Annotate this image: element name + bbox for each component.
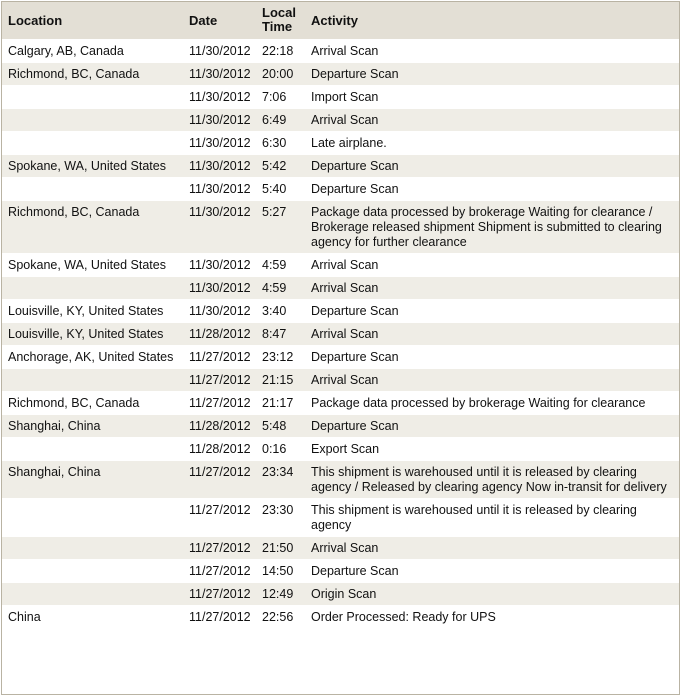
table-row [2,536,679,559]
cell-location: Richmond, BC, Canada [2,200,187,253]
cell-activity: Late airplane. [305,131,679,154]
cell-date: 11/30/2012 [187,253,260,276]
cell-date: 11/27/2012 [187,605,260,628]
cell-time: 21:15 [260,368,305,391]
cell-time: 4:59 [260,253,305,276]
cell-date: 11/30/2012 [187,39,260,62]
cell-time: 21:50 [260,536,305,559]
table-row [2,39,679,62]
cell-activity: Package data processed by brokerage Waiting for clearance / Brokerage released shipment Shipment is submitted to clearing agency for further clearance [305,200,679,253]
table-row [2,299,679,322]
cell-location: Richmond, BC, Canada [2,391,187,414]
cell-date: 11/27/2012 [187,391,260,414]
cell-activity: Departure Scan [305,177,679,200]
table-row [2,460,679,498]
cell-time: 21:17 [260,391,305,414]
cell-activity: Departure Scan [305,414,679,437]
column-header-date: Date [187,2,260,39]
table-row [2,85,679,108]
cell-time: 23:12 [260,345,305,368]
cell-time: 5:48 [260,414,305,437]
cell-time: 8:47 [260,322,305,345]
cell-time: 23:34 [260,460,305,498]
table-row [2,582,679,605]
cell-date: 11/27/2012 [187,559,260,582]
table-body [2,39,679,628]
cell-location [2,582,187,605]
table-row [2,177,679,200]
table-row [2,200,679,253]
column-header-local-time-line1: Local [262,5,296,21]
cell-date: 11/27/2012 [187,345,260,368]
table-row [2,437,679,460]
table-row [2,62,679,85]
cell-activity: This shipment is warehoused until it is released by clearing agency / Released by clearing agency Now in-transit for delivery [305,460,679,498]
cell-location [2,131,187,154]
table-header-row [2,2,679,39]
cell-time: 6:49 [260,108,305,131]
cell-time: 5:42 [260,154,305,177]
cell-time: 5:27 [260,200,305,253]
cell-activity: Arrival Scan [305,253,679,276]
table-row [2,391,679,414]
cell-location: Louisville, KY, United States [2,299,187,322]
cell-location [2,536,187,559]
table-row [2,414,679,437]
cell-activity: Origin Scan [305,582,679,605]
table-row [2,498,679,536]
cell-time: 3:40 [260,299,305,322]
cell-date: 11/27/2012 [187,460,260,498]
cell-activity: Order Processed: Ready for UPS [305,605,679,628]
cell-activity: Arrival Scan [305,322,679,345]
cell-time: 0:16 [260,437,305,460]
cell-activity: Arrival Scan [305,39,679,62]
column-header-local-time [260,2,305,39]
cell-activity: Arrival Scan [305,368,679,391]
cell-activity: This shipment is warehoused until it is released by clearing agency [305,498,679,536]
table-row [2,276,679,299]
cell-location: Spokane, WA, United States [2,253,187,276]
cell-activity: Departure Scan [305,559,679,582]
cell-activity: Departure Scan [305,299,679,322]
cell-date: 11/30/2012 [187,131,260,154]
cell-date: 11/27/2012 [187,498,260,536]
cell-location [2,177,187,200]
cell-date: 11/30/2012 [187,85,260,108]
cell-location: Louisville, KY, United States [2,322,187,345]
cell-location [2,368,187,391]
cell-location [2,108,187,131]
cell-date: 11/27/2012 [187,368,260,391]
column-header-activity: Activity [305,2,679,39]
cell-activity: Arrival Scan [305,276,679,299]
cell-activity: Import Scan [305,85,679,108]
cell-location: Calgary, AB, Canada [2,39,187,62]
cell-activity: Arrival Scan [305,108,679,131]
cell-time: 22:18 [260,39,305,62]
cell-time: 12:49 [260,582,305,605]
column-header-location: Location [2,2,187,39]
cell-time: 14:50 [260,559,305,582]
cell-date: 11/30/2012 [187,177,260,200]
cell-location: Shanghai, China [2,414,187,437]
cell-time: 4:59 [260,276,305,299]
cell-location: China [2,605,187,628]
cell-date: 11/28/2012 [187,414,260,437]
table-row [2,322,679,345]
cell-location: Shanghai, China [2,460,187,498]
column-header-local-time-line2: Time [262,19,293,35]
cell-date: 11/28/2012 [187,322,260,345]
cell-date: 11/30/2012 [187,276,260,299]
cell-date: 11/30/2012 [187,62,260,85]
shipment-progress-table [2,2,679,628]
cell-activity: Arrival Scan [305,536,679,559]
table-row [2,131,679,154]
cell-time: 20:00 [260,62,305,85]
cell-activity: Departure Scan [305,154,679,177]
cell-location: Spokane, WA, United States [2,154,187,177]
cell-time: 22:56 [260,605,305,628]
cell-location [2,85,187,108]
cell-date: 11/28/2012 [187,437,260,460]
cell-time: 6:30 [260,131,305,154]
table-row [2,368,679,391]
cell-date: 11/30/2012 [187,299,260,322]
table-row [2,253,679,276]
cell-activity: Package data processed by brokerage Waiting for clearance [305,391,679,414]
table-row [2,345,679,368]
cell-date: 11/30/2012 [187,154,260,177]
cell-activity: Departure Scan [305,62,679,85]
cell-date: 11/30/2012 [187,108,260,131]
table-row [2,559,679,582]
cell-location: Richmond, BC, Canada [2,62,187,85]
cell-location [2,559,187,582]
table-row [2,108,679,131]
cell-location [2,498,187,536]
cell-activity: Export Scan [305,437,679,460]
cell-time: 5:40 [260,177,305,200]
table-row [2,605,679,628]
cell-activity: Departure Scan [305,345,679,368]
cell-time: 7:06 [260,85,305,108]
cell-date: 11/27/2012 [187,582,260,605]
cell-location [2,276,187,299]
cell-date: 11/27/2012 [187,536,260,559]
cell-time: 23:30 [260,498,305,536]
shipment-progress-table-container [1,1,680,695]
cell-location: Anchorage, AK, United States [2,345,187,368]
cell-date: 11/30/2012 [187,200,260,253]
table-row [2,154,679,177]
cell-location [2,437,187,460]
